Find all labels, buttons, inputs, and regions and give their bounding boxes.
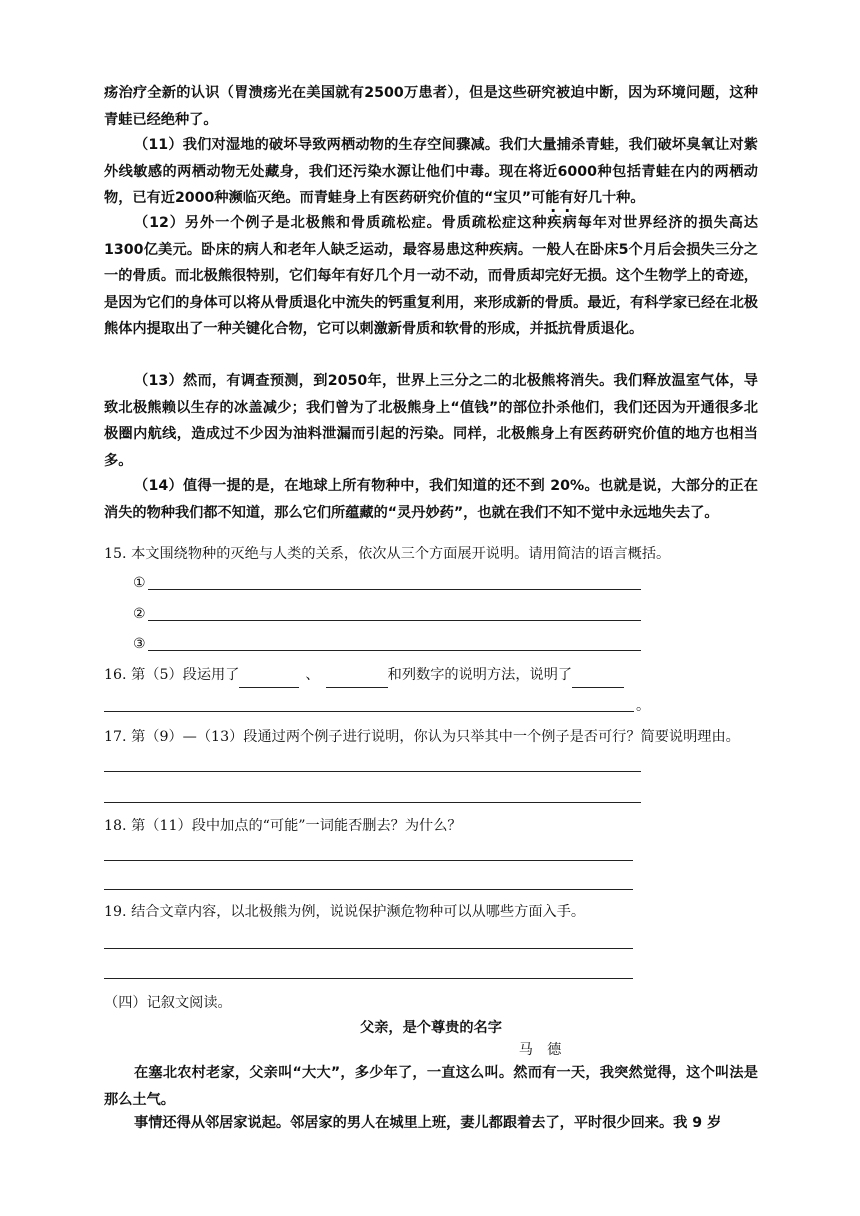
answer-marker-2: ② <box>133 606 146 622</box>
question-16-period: 。 <box>636 698 651 714</box>
question-16-text-b: 和列数字的说明方法，说明了 <box>387 667 573 683</box>
article-title: 父亲，是个尊贵的名字 <box>360 1020 502 1036</box>
paragraph-11-text: （11）我们对湿地的破坏导致两栖动物的生存空间骤减。我们大量捕杀青蛙，我们破坏臭氧让对紫外线敏感的两栖动物无处藏身，我们还污染水源让他们中毒。现在将近6000种包括青蛙在内的两栖动物，已有近2000种濒临灭绝。而青蛙身上有医药研究价值的“宝贝” <box>104 137 758 206</box>
section-heading: （四）记叙文阅读。 <box>104 995 232 1011</box>
question-19: 19. 结合文章内容，以北极熊为例，说说保护濒危物种可以从哪些方面入手。 <box>104 904 586 920</box>
answer-line[interactable] <box>148 589 641 590</box>
answer-line[interactable] <box>104 978 633 979</box>
answer-line[interactable] <box>104 771 641 772</box>
answer-line[interactable] <box>104 711 634 712</box>
answer-blank[interactable] <box>326 671 388 688</box>
answer-line[interactable] <box>148 620 641 621</box>
answer-line[interactable] <box>104 802 641 803</box>
article-paragraph-1: 在塞北农村老家，父亲叫“大大”，多少年了，一直这么叫。然而有一天，我突然觉得，这个叫法是那么土气。 <box>104 1065 758 1108</box>
paragraph-14: （14）值得一提的是，在地球上所有物种中，我们知道的还不到 20%。也就是说，大部分的正在消失的物种我们都不知道，那么它们所蕴藏的“灵丹妙药”，也就在我们不知不觉中永远地失去了。 <box>104 478 758 521</box>
question-15: 15. 本文围绕物种的灭绝与人类的关系，依次从三个方面展开说明。请用简洁的语言概括。 <box>104 546 671 562</box>
paragraph-11 <box>104 132 758 212</box>
question-16 <box>104 662 764 688</box>
question-16-sep: 、 <box>305 667 320 683</box>
paragraph-10-tail: 疡治疗全新的认识（胃溃疡光在美国就有2500万患者），但是这些研究被迫中断，因为环境问题，这种青蛙已经绝种了。 <box>104 85 758 128</box>
paragraph-11-text-end: 有好几十种。 <box>559 190 645 206</box>
answer-blank[interactable] <box>239 671 299 688</box>
question-18: 18. 第（11）段中加点的“可能”一词能否删去？为什么？ <box>104 818 462 834</box>
answer-marker-1: ① <box>133 575 146 591</box>
paragraph-12: （12）另外一个例子是北极熊和骨质疏松症。骨质疏松症这种疾病每年对世界经济的损失高达1300亿美元。卧床的病人和老年人缺乏运动，最容易患这种疾病。一般人在卧床5个月后会损失三分之一的骨质。而北极熊很特别，它们每年有好几个月一动不动，而骨质却完好无损。这个生物学上的奇迹，是因为它们的身体可以将从骨质退化中流失的钙重复利用，来形成新的骨质。最近，有科学家已经在北极熊体内提取出了一种关键化合物，它可以刺激新骨质和软骨的形成，并抵抗骨质退化。 <box>104 215 758 337</box>
question-17: 17. 第（9）—（13）段通过两个例子进行说明，你认为只举其中一个例子是否可行？简要说明理由。 <box>104 729 740 745</box>
emphasis-dot-char: 能 <box>545 190 560 206</box>
answer-line[interactable] <box>104 889 633 890</box>
answer-line[interactable] <box>104 860 633 861</box>
emphasis-dot-char: 可 <box>531 190 546 206</box>
article-paragraph-2: 事情还得从邻居家说起。邻居家的男人在城里上班，妻儿都跟着去了，平时很少回来。我 9 岁 <box>134 1115 722 1131</box>
paragraph-13: （13）然而，有调查预测，到2050年，世界上三分之二的北极熊将消失。我们释放温室气体，导致北极熊赖以生存的冰盖减少；我们曾为了北极熊身上“值钱”的部位扑杀他们，我们还因为开通很多北极圈内航线，造成过不少因为油料泄漏而引起的污染。同样，北极熊身上有医药研究价值的地方也相当多。 <box>104 373 758 469</box>
answer-line[interactable] <box>148 650 641 651</box>
answer-line[interactable] <box>104 948 633 949</box>
answer-marker-3: ③ <box>133 636 146 652</box>
question-16-text: 16. 第（5）段运用了 <box>104 667 240 683</box>
answer-blank[interactable] <box>572 671 624 688</box>
article-author: 马 德 <box>518 1042 562 1058</box>
